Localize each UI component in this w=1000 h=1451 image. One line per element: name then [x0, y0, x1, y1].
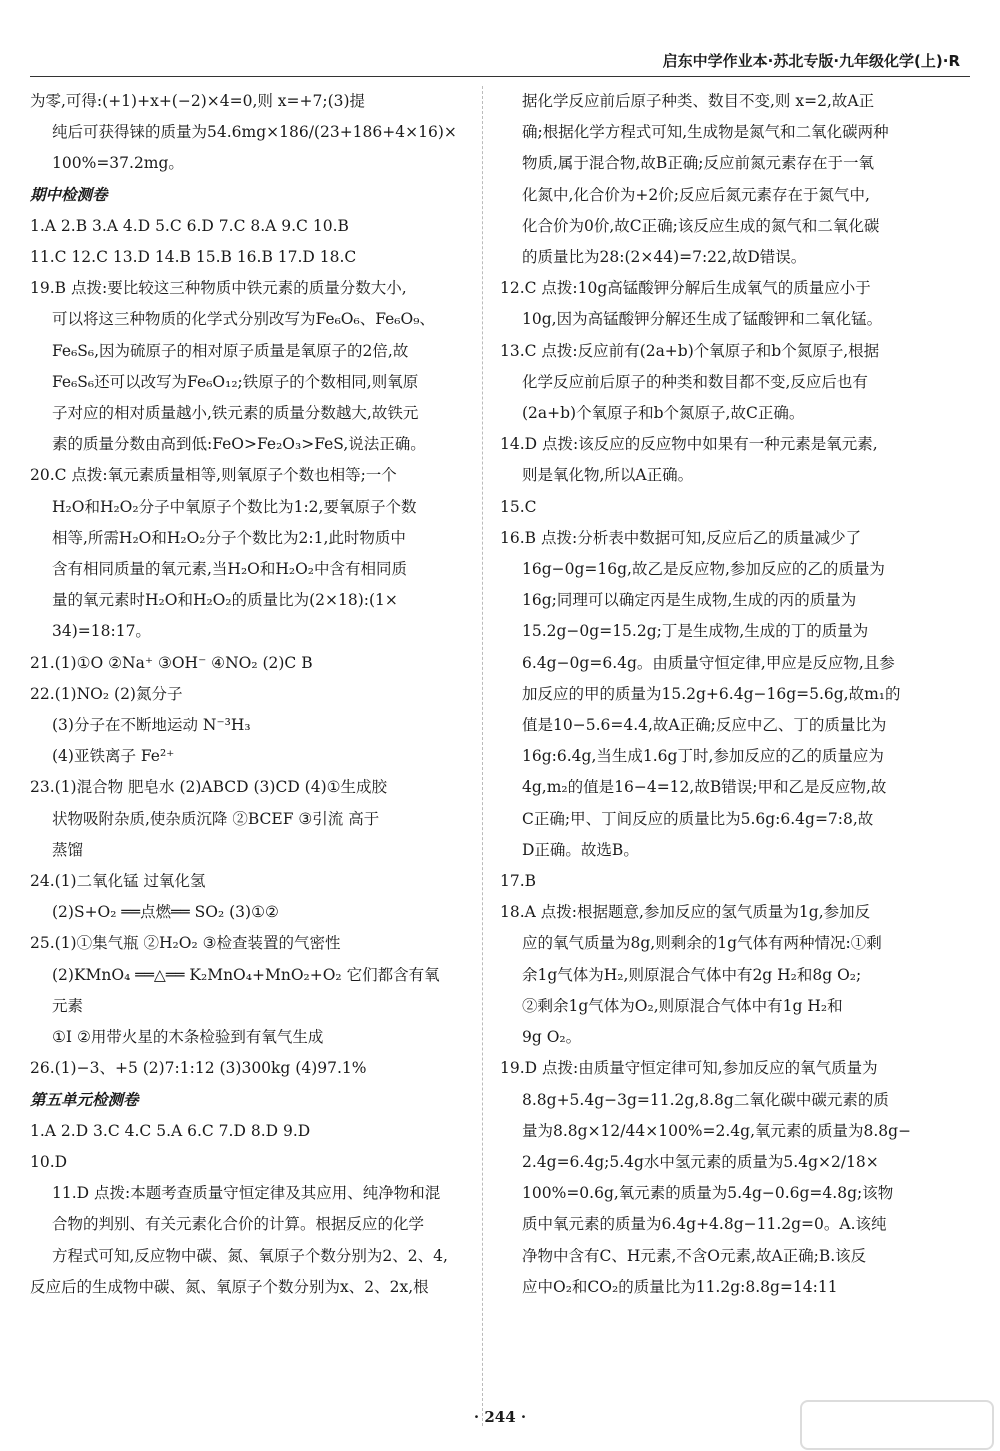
answer-line: 化学反应前后原子的种类和数目都不变,反应后也有	[522, 372, 868, 391]
running-header: 启东中学作业本·苏北专版·九年级化学(上)·R	[662, 52, 960, 70]
answer-line: 化氮中,化合价为+2价;反应后氮元素存在于氮气中,	[522, 185, 870, 204]
answer-line: 11.D 点拨:本题考查质量守恒定律及其应用、纯净物和混	[52, 1184, 441, 1203]
answer-line: 值是10−5.6=4.4,故A正确;反应中乙、丁的质量比为	[522, 716, 887, 735]
answer-line: 量的氧元素时H₂O和H₂O₂的质量比为(2×18):(1×	[52, 591, 398, 610]
right-column	[500, 86, 950, 1303]
answer-line: 子对应的相对质量越小,铁元素的质量分数越大,故铁元	[52, 404, 419, 423]
answer-line: 化合价为0价,故C正确;该反应生成的氮气和二氧化碳	[522, 216, 880, 235]
answer-line: 16g−0g=16g,故乙是反应物,参加反应的乙的质量为	[522, 560, 885, 579]
answer-line: 14.D 点拨:该反应的反应物中如果有一种元素是氧元素,	[500, 435, 878, 454]
answer-line: Fe₆S₆,因为硫原子的相对原子质量是氧原子的2倍,故	[52, 341, 409, 360]
answer-line: 余1g气体为H₂,则原混合气体中有2g H₂和8g O₂;	[522, 965, 862, 984]
answer-line: 蒸馏	[52, 840, 84, 859]
section-heading: 第五单元检测卷	[30, 1090, 139, 1109]
answer-line: 纯后可获得铼的质量为54.6mg×186/(23+186+4×16)×	[52, 123, 457, 142]
answer-line: 100%=37.2mg。	[52, 154, 184, 173]
answer-line: (2)S+O₂ ══点燃══ SO₂ (3)①②	[52, 903, 279, 922]
answer-line: ①Ⅰ ②用带火星的木条检验到有氧气生成	[52, 1028, 324, 1047]
answer-line: 19.B 点拨:要比较这三种物质中铁元素的质量分数大小,	[30, 279, 407, 298]
answer-line: 16g:6.4g,当生成1.6g丁时,参加反应的乙的质量应为	[522, 747, 884, 766]
answer-line: (2)KMnO₄ ══△══ K₂MnO₄+MnO₂+O₂ 它们都含有氧	[52, 965, 440, 984]
answer-line: (2a+b)个氧原子和b个氮原子,故C正确。	[522, 404, 805, 423]
answer-line: 22.(1)NO₂ (2)氮分子	[30, 684, 183, 703]
section-heading: 期中检测卷	[30, 185, 108, 204]
answer-line: 12.C 点拨:10g高锰酸钾分解后生成氧气的质量应小于	[500, 279, 871, 298]
answer-line: 为零,可得:(+1)+x+(−2)×4=0,则 x=+7;(3)提	[30, 92, 366, 110]
answer-line: 21.(1)①O ②Na⁺ ③OH⁻ ④NO₂ (2)C B	[30, 653, 313, 672]
answer-line: 可以将这三种物质的化学式分别改写为Fe₆O₆、Fe₆O₉、	[52, 310, 435, 329]
page-number: · 244 ·	[473, 1408, 527, 1426]
answer-line: 的质量比为28:(2×44)=7:22,故D错误。	[522, 248, 807, 267]
answer-line: 加反应的甲的质量为15.2g+6.4g−16g=5.6g,故m₁的	[522, 684, 901, 703]
answer-line: 10g,因为高锰酸钾分解还生成了锰酸钾和二氧化锰。	[522, 310, 883, 329]
answer-line: 19.D 点拨:由质量守恒定律可知,参加反应的氧气质量为	[500, 1059, 878, 1078]
answer-line: 净物中含有C、H元素,不含O元素,故A正确;B.该反	[522, 1246, 867, 1265]
answer-line: 24.(1)二氧化锰 过氧化氢	[30, 872, 206, 891]
answer-line: 17.B	[500, 872, 537, 891]
answer-line: D正确。故选B。	[522, 840, 639, 859]
answer-line: 18.A 点拨:根据题意,参加反应的氢气质量为1g,参加反	[500, 903, 871, 922]
answer-line: 量为8.8g×12/44×100%=2.4g,氧元素的质量为8.8g−	[522, 1121, 912, 1140]
answer-line: 34)=18:17。	[52, 622, 151, 641]
answer-line: 据化学反应前后原子种类、数目不变,则 x=2,故A正	[522, 92, 875, 110]
answer-line: 20.C 点拨:氧元素质量相等,则氧原子个数也相等;一个	[30, 466, 397, 485]
answer-line: 8.8g+5.4g−3g=11.2g,8.8g二氧化碳中碳元素的质	[522, 1090, 889, 1109]
answer-line: 6.4g−0g=6.4g。由质量守恒定律,甲应是反应物,且参	[522, 653, 895, 672]
left-column	[30, 86, 470, 1303]
answer-line: 应的氧气质量为8g,则剩余的1g气体有两种情况:①剩	[522, 934, 882, 953]
header-rule	[30, 76, 970, 77]
answer-line: 4g,m₂的值是16−4=12,故B错误;甲和乙是反应物,故	[522, 778, 887, 797]
answer-line: 2.4g=6.4g;5.4g水中氢元素的质量为5.4g×2/18×	[522, 1152, 879, 1171]
answer-line: 反应后的生成物中碳、氮、氧原子个数分别为x、2、2x,根	[30, 1277, 429, 1296]
answer-line: 方程式可知,反应物中碳、氮、氧原子个数分别为2、2、4,	[52, 1246, 448, 1265]
answer-line: 13.C 点拨:反应前有(2a+b)个氧原子和b个氮原子,根据	[500, 341, 880, 360]
answer-line: 含有相同质量的氧元素,当H₂O和H₂O₂中含有相同质	[52, 560, 408, 579]
answer-line: 15.C	[500, 497, 537, 516]
answer-line: 9g O₂。	[522, 1028, 582, 1047]
answer-line: 确;根据化学方程式可知,生成物是氮气和二氧化碳两种	[522, 123, 889, 142]
answer-line: 26.(1)−3、+5 (2)7:1:12 (3)300kg (4)97.1%	[30, 1059, 367, 1078]
answer-line: 10.D	[30, 1152, 68, 1171]
column-divider	[482, 86, 483, 1426]
answer-line: 100%=0.6g,氧元素的质量为5.4g−0.6g=4.8g;该物	[522, 1184, 894, 1203]
watermark-logo	[800, 1400, 994, 1450]
answer-line: 应中O₂和CO₂的质量比为11.2g:8.8g=14:11	[522, 1277, 838, 1296]
answer-line: 16.B 点拨:分析表中数据可知,反应后乙的质量减少了	[500, 528, 862, 547]
answer-line: 合物的判别、有关元素化合价的计算。根据反应的化学	[52, 1215, 425, 1234]
answer-line: 11.C 12.C 13.D 14.B 15.B 16.B 17.D 18.C	[30, 248, 357, 267]
answer-line: C正确;甲、丁间反应的质量比为5.6g:6.4g=7:8,故	[522, 809, 874, 828]
answer-line: 25.(1)①集气瓶 ②H₂O₂ ③检查装置的气密性	[30, 934, 341, 953]
answer-line: 素的质量分数由高到低:FeO>Fe₂O₃>FeS,说法正确。	[52, 435, 426, 454]
answer-line: 物质,属于混合物,故B正确;反应前氮元素存在于一氧	[522, 154, 874, 173]
answer-line: 16g;同理可以确定丙是生成物,生成的丙的质量为	[522, 591, 857, 610]
answer-line: 23.(1)混合物 肥皂水 (2)ABCD (3)CD (4)①生成胶	[30, 778, 388, 797]
answer-line: 1.A 2.D 3.C 4.C 5.A 6.C 7.D 8.D 9.D	[30, 1121, 311, 1140]
answer-line: H₂O和H₂O₂分子中氧原子个数比为1:2,要氧原子个数	[52, 497, 417, 516]
answer-line: 状物吸附杂质,使杂质沉降 ②BCEF ③引流 高于	[52, 809, 380, 828]
answer-line: Fe₆S₆还可以改写为Fe₆O₁₂;铁原子的个数相同,则氧原	[52, 372, 419, 391]
answer-line: 则是氧化物,所以A正确。	[522, 466, 694, 485]
answer-line: (3)分子在不断地运动 N⁻³H₃	[52, 716, 251, 735]
answer-line: 1.A 2.B 3.A 4.D 5.C 6.D 7.C 8.A 9.C 10.B	[30, 216, 349, 235]
answer-line: 15.2g−0g=15.2g;丁是生成物,生成的丁的质量为	[522, 622, 869, 641]
answer-line: (4)亚铁离子 Fe²⁺	[52, 747, 175, 766]
answer-line: 元素	[52, 996, 84, 1015]
answer-line: ②剩余1g气体为O₂,则原混合气体中有1g H₂和	[522, 996, 843, 1015]
answer-line: 相等,所需H₂O和H₂O₂分子个数比为2:1,此时物质中	[52, 528, 406, 547]
answer-line: 质中氧元素的质量为6.4g+4.8g−11.2g=0。A.该纯	[522, 1215, 887, 1234]
